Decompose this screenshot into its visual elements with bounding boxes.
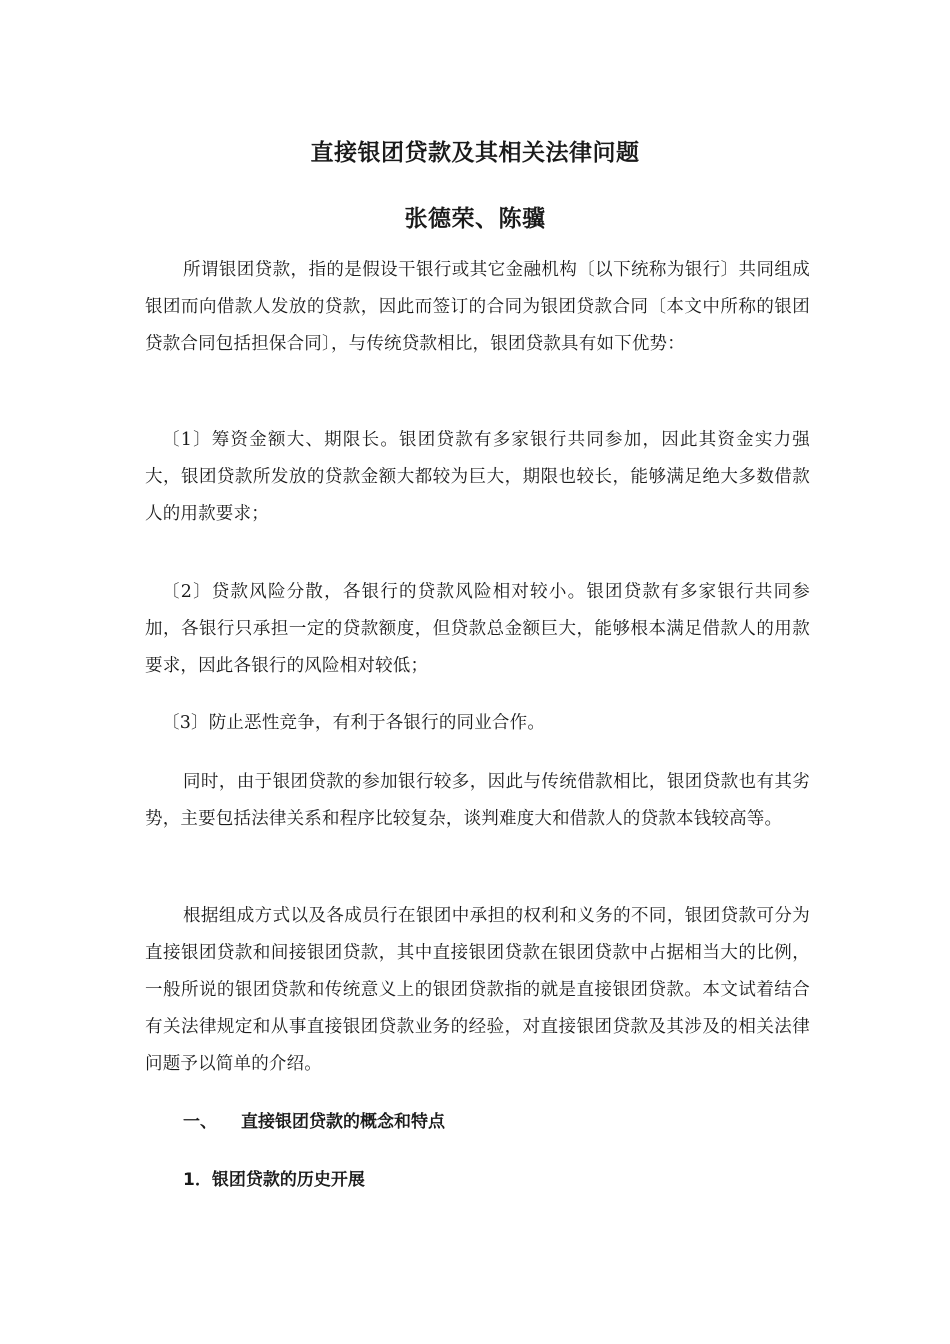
advantage-item-3: 〔3〕防止恶性竞争，有利于各银行的同业合作。: [162, 713, 546, 733]
disadvantage-paragraph: 同时，由于银团贷款的参加银行较多，因此与传统借款相比，银团贷款也有其劣势，主要包括法律关系和程序比较复杂，谈判难度大和借款人的贷款本钱较高等。: [145, 772, 810, 829]
classification-paragraph: 根据组成方式以及各成员行在银团中承担的权利和义务的不同，银团贷款可分为直接银团贷款和间接银团贷款，其中直接银团贷款在银团贷款中占据相当大的比例，一般所说的银团贷款和传统意义上的银团贷款指的就是直接银团贷款。本文试着结合有关法律规定和从事直接银团贷款业务的经验，对直接银团贷款及其涉及的相关法律问题予以简单的介绍。: [145, 906, 810, 1074]
advantage-item-1: 〔1〕筹资金额大、期限长。银团贷款有多家银行共同参加，因此其资金实力强大，银团贷款所发放的贷款金额大都较为巨大，期限也较长，能够满足绝大多数借款人的用款要求；: [145, 430, 810, 524]
section-heading-1: [183, 1110, 445, 1134]
section-title: 直接银团贷款的概念和特点: [241, 1112, 445, 1132]
section-number: 一、: [183, 1112, 217, 1132]
document-authors: 张德荣、陈骥: [404, 206, 546, 232]
intro-paragraph: 所谓银团贷款，指的是假设干银行或其它金融机构〔以下统称为银行〕共同组成银团而向借款人发放的贷款，因此而签订的合同为银团贷款合同〔本文中所称的银团贷款合同包括担保合同〕，与传统贷款相比，银团贷款具有如下优势：: [145, 260, 810, 354]
subsection-title: 银团贷款的历史开展: [211, 1170, 365, 1190]
subsection-number: 1．: [183, 1170, 212, 1190]
document-title: 直接银团贷款及其相关法律问题: [310, 140, 640, 166]
advantage-item-2: 〔2〕贷款风险分散，各银行的贷款风险相对较小。银团贷款有多家银行共同参加，各银行只承担一定的贷款额度，但贷款总金额巨大，能够根本满足借款人的用款要求，因此各银行的风险相对较低；: [145, 582, 810, 676]
subsection-heading-1: [183, 1168, 365, 1192]
